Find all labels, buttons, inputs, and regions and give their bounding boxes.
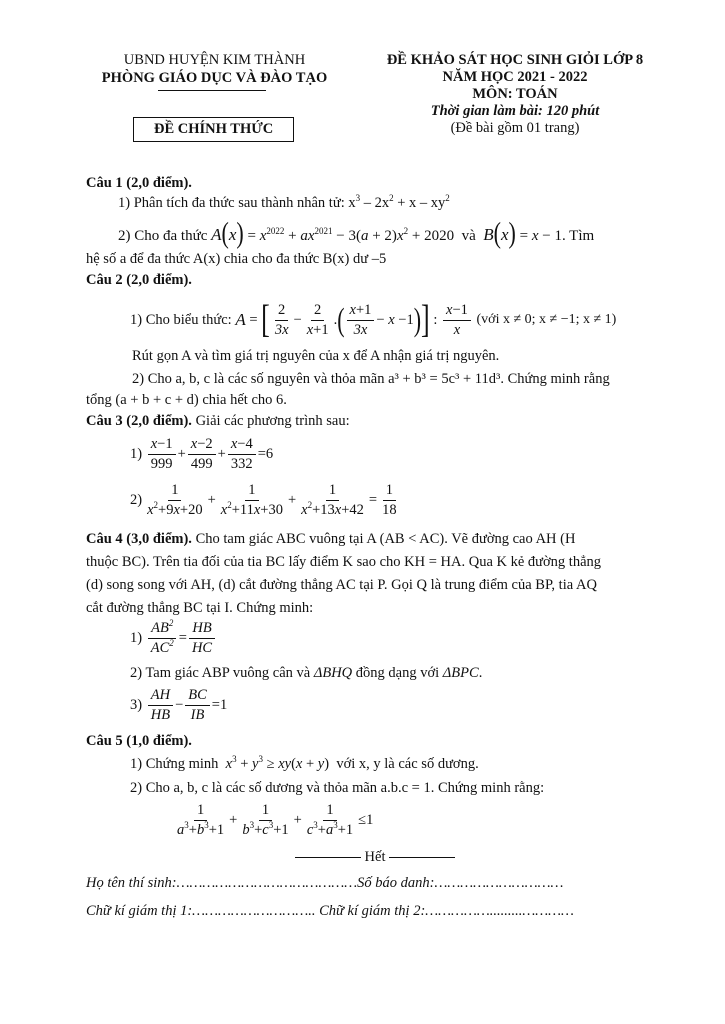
q4-title: Câu 4 (3,0 điểm).	[86, 531, 192, 547]
q2-title: Câu 2 (2,0 điểm).	[86, 272, 192, 288]
q4-line3: (d) song song với AH, (d) cắt đường thẳng AC tại P. Gọi Q là trung điểm của BP, tia AQ	[86, 577, 597, 593]
q2-part1-lead: 1) Cho biểu thức:	[130, 311, 232, 328]
q5-title: Câu 5 (1,0 điểm).	[86, 733, 192, 749]
pages-note: (Đề bài gồm 01 trang)	[450, 120, 580, 136]
q2-part2-cont: tổng (a + b + c + d) chia hết cho 6.	[86, 392, 287, 408]
q3-eq2-label: 2)	[130, 491, 143, 508]
q4-part2: 2) Tam giác ABP vuông cân và ΔBHQ đồng dạng với ΔBPC.	[130, 665, 483, 681]
q5-part2: 2) Cho a, b, c là các số dương và thỏa mãn a.b.c = 1. Chứng minh rằng:	[130, 780, 545, 796]
school-year: NĂM HỌC 2021 - 2022	[442, 69, 588, 85]
q1-part1: 1) Phân tích đa thức sau thành nhân tử: $x^3 - 2x^2 + x - xy^2$	[118, 193, 450, 211]
q3-eq1: 1) $\frac{x-1}{999}$ + $\frac{x-2}{499}$ + $\frac{x-4}{332}$ =6	[130, 436, 274, 472]
q1-part1-text: 1) Phân tích đa thức sau thành nhân tử:	[118, 195, 345, 211]
q3-eq2: 2) $\frac{1}{x^2+9x+20}$ + $\frac{1}{x^2+11x+30}$ + $\frac{1}{x^2+13x+42}$ = $\frac{1}{18}$	[130, 482, 397, 518]
q3-title: Câu 3 (2,0 điểm).	[86, 413, 192, 429]
end-rule-right	[389, 857, 455, 858]
exam-header	[350, 52, 680, 137]
exam-title: ĐỀ KHẢO SÁT HỌC SINH GIỎI LỚP 8	[386, 52, 644, 68]
org-line2: PHÒNG GIÁO DỤC VÀ ĐÀO TẠO	[101, 70, 328, 86]
q4-line1	[86, 531, 660, 548]
q4-similar: đồng dạng với	[355, 665, 440, 681]
end-rule-left	[295, 857, 361, 858]
org-underline	[158, 90, 266, 91]
end-label: Hết	[364, 849, 386, 865]
q3-title-line	[86, 413, 350, 430]
q5-inequality: $\frac{1}{a^3+b^3+1}$ + $\frac{1}{b^3+c^3+1}$ + $\frac{1}{c^3+a^3+1}$ ≤1	[177, 802, 374, 838]
q2-part1-task: Rút gọn A và tìm giá trị nguyên của x để A nhận giá trị nguyên.	[132, 348, 500, 364]
q4-part3: 3) $\frac{AH}{HB}$ − $\frac{BC}{IB}$ =1	[130, 687, 228, 723]
q2-expression: 1) Cho biểu thức: A = [ $\frac{2}{3x}$ − $\frac{2}{x+1}$ . ( $\frac{x+1}{3x}$ − x −1 ) ] : $\frac{x-1}{x}$ (với x ≠ 0; x ≠ −1; x ≠ 1)	[130, 297, 617, 341]
q4-part1-label: 1)	[130, 629, 143, 646]
candidate-line: Họ tên thí sinh:……………………………………Số báo danh:…………………………	[86, 875, 564, 891]
q4-line2: thuộc BC). Trên tia đối của tia BC lấy điểm K sao cho KH = HA. Qua K kẻ đường thẳng	[86, 554, 602, 570]
subject: MÔN: TOÁN	[472, 86, 558, 102]
proctor-line: Chữ kí giám thị 1:……………………….. Chữ kí giám thị 2:…………….........…………	[86, 903, 574, 919]
q5-part1-lead: 1) Chứng minh	[130, 756, 219, 772]
org-header	[82, 52, 347, 87]
q4-part1: 1) $\frac{AB^2}{AC^2}$ = $\frac{HB}{HC}$	[130, 620, 217, 656]
q1-part2-cont: hệ số a để đa thức A(x) chia cho đa thức B(x) dư –5	[86, 251, 387, 267]
q1-find: . Tìm	[561, 228, 595, 244]
q4-part2-text: 2) Tam giác ABP vuông cân và	[130, 665, 311, 681]
q1-part2-lead: 2) Cho đa thức	[118, 228, 208, 244]
duration: Thời gian làm bài: 120 phút	[430, 103, 600, 119]
q1-title: Câu 1 (2,0 điểm).	[86, 175, 192, 191]
q4-part3-label: 3)	[130, 696, 143, 713]
end-marker	[250, 849, 500, 866]
q1-part2: 2) Cho đa thức $A(x) = x^{2022} + ax^{2021} - 3(a + 2)x^2 + 2020$ và B(x) = x − 1. Tìm	[118, 215, 595, 250]
q5-part1: 1) Chứng minh $x^3 + y^3 \ge xy(x + y)$ với x, y là các số dương.	[130, 754, 479, 772]
q3-title-rest: Giải các phương trình sau:	[191, 413, 350, 429]
official-label: ĐỀ CHÍNH THỨC	[133, 117, 294, 142]
q1-and: và	[461, 228, 476, 244]
q2-condition: (với x ≠ 0; x ≠ −1; x ≠ 1)	[476, 312, 617, 327]
q4-line1-text: Cho tam giác ABC vuông tại A (AB < AC). Vẽ đường cao AH (H	[191, 531, 576, 547]
q3-eq1-label: 1)	[130, 445, 143, 462]
org-line1: UBND HUYỆN KIM THÀNH	[123, 52, 306, 68]
q5-part1-tail: với x, y là các số dương.	[336, 756, 479, 772]
q2-part2: 2) Cho a, b, c là các số nguyên và thỏa mãn a³ + b³ = 5c³ + 11d³. Chứng minh rằng	[132, 371, 610, 387]
q4-line4: cắt đường thẳng BC tại I. Chứng minh:	[86, 600, 314, 616]
